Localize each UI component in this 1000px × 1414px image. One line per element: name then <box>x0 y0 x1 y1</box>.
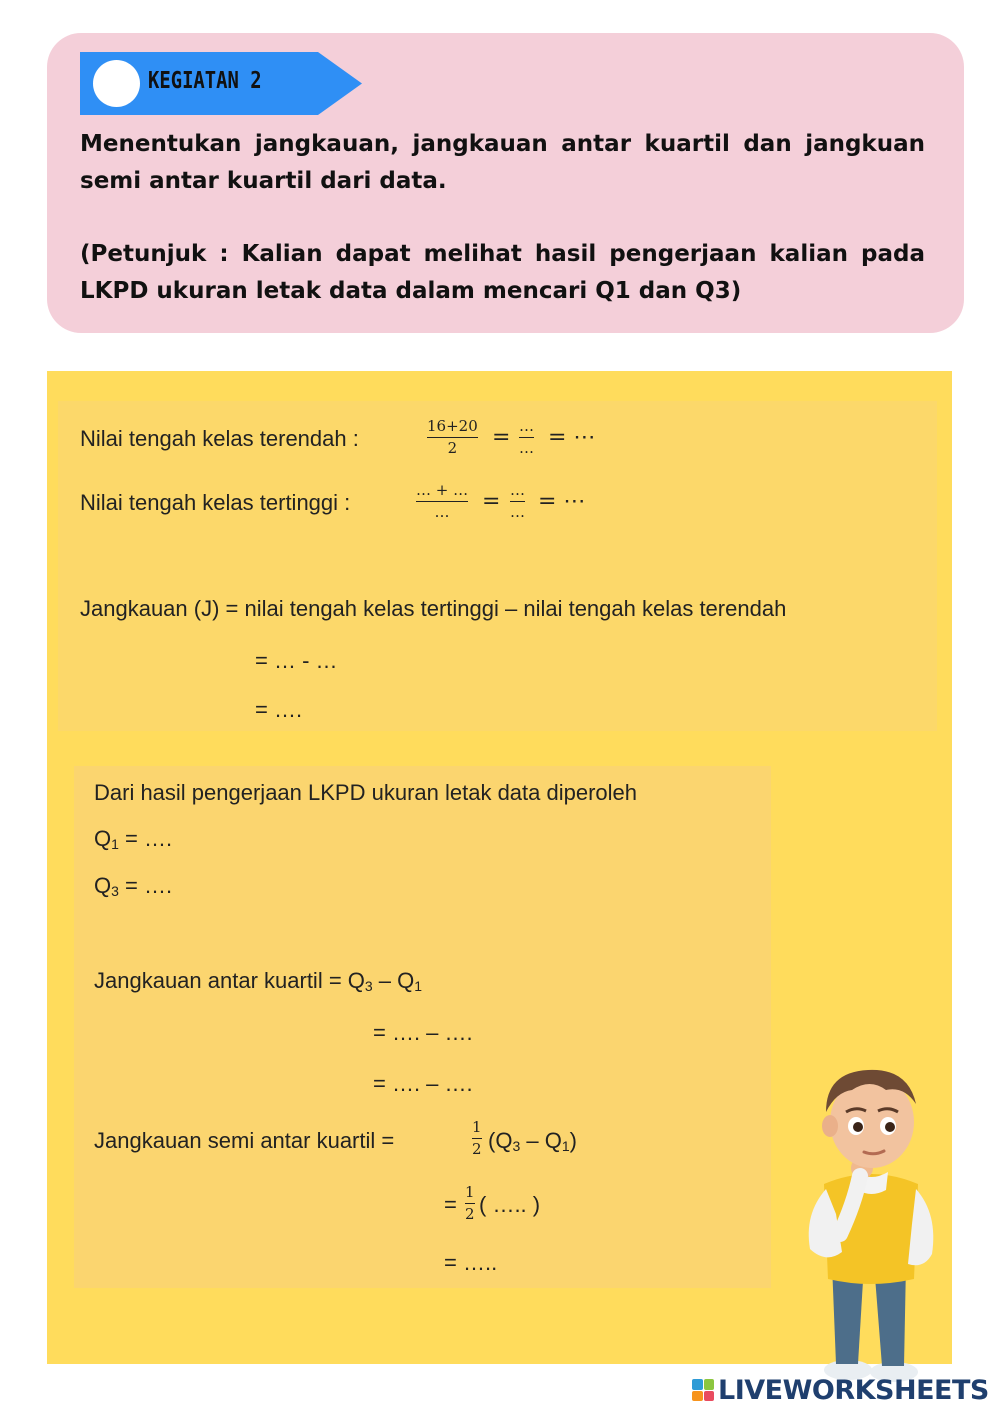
lowest-equals: = <box>492 425 511 450</box>
highest-fraction-denominator: … <box>434 503 450 522</box>
liveworksheets-logo-icon <box>692 1379 714 1401</box>
banner-circle-icon <box>93 60 140 107</box>
highest-equals: = <box>482 489 501 514</box>
semi-iqr-label: Jangkauan semi antar kuartil = <box>94 1128 395 1153</box>
semi-half-fraction: 1 2 <box>472 1118 482 1159</box>
lowest-blank-numerator: … <box>519 417 534 435</box>
semi-step-1-equals: = <box>444 1192 457 1217</box>
lowest-fraction-denominator: 2 <box>447 439 458 458</box>
lowest-fraction-numerator: 16+20 <box>427 417 478 435</box>
liveworksheets-logo <box>692 1374 989 1406</box>
activity-hint: (Petunjuk : Kalian dapat melihat hasil pengerjaan kalian pada LKPD ukuran letak data dalam mencari Q1 dan Q3) <box>80 241 925 304</box>
iqr-formula: Jangkauan antar kuartil = $Q_3 - Q_1$ <box>94 968 423 994</box>
lowest-blank-denominator: … <box>519 439 534 458</box>
q1-line: $Q_1$ = …. <box>94 826 173 852</box>
semi-step-1-answer[interactable]: ( ….. ) <box>479 1192 541 1217</box>
iqr-step-2[interactable]: = …. – …. <box>373 1071 473 1096</box>
lowest-blank-fraction[interactable] <box>519 418 534 457</box>
iqr-step-1[interactable]: = …. – …. <box>373 1020 473 1045</box>
activity-badge: KEGIATAN 2 <box>148 68 262 94</box>
q1-answer[interactable]: = …. <box>118 826 173 851</box>
semi-step-2[interactable]: = ….. <box>444 1250 498 1275</box>
highest-class-label: Nilai tengah kelas tertinggi : <box>80 490 351 515</box>
quartile-intro: Dari hasil pengerjaan LKPD ukuran letak data diperoleh <box>94 780 638 805</box>
semi-iqr-formula: $(Q_3 - Q_1)$ <box>488 1128 577 1154</box>
activity-objective: Menentukan jangkauan, jangkauan antar kuartil dan jangkuan semi antar kuartil dari data. <box>80 131 925 194</box>
activity-banner <box>80 52 362 115</box>
q3-line: $Q_3$ = …. <box>94 873 173 899</box>
highest-fraction[interactable] <box>416 482 468 521</box>
range-step-2[interactable]: = …. <box>255 697 303 722</box>
lowest-result[interactable]: = ⋯ <box>548 425 596 450</box>
highest-fraction-numerator: … + … <box>416 481 469 499</box>
thinking-boy-illustration <box>796 1064 946 1384</box>
liveworksheets-logo-text: LIVEWORKSHEETS <box>718 1374 989 1406</box>
semi-step-1-fraction: 1 2 <box>465 1183 475 1224</box>
lowest-class-label: Nilai tengah kelas terendah : <box>80 426 359 451</box>
highest-blank-denominator: … <box>510 503 525 522</box>
highest-blank-numerator: … <box>510 481 525 499</box>
q3-answer[interactable]: = …. <box>118 873 173 898</box>
range-formula: Jangkauan (J) = nilai tengah kelas tertinggi – nilai tengah kelas terendah <box>80 596 787 621</box>
highest-result[interactable]: = ⋯ <box>538 489 586 514</box>
lowest-fraction <box>427 418 478 457</box>
highest-blank-fraction[interactable] <box>510 482 525 521</box>
range-step-1[interactable]: = … - … <box>255 648 338 673</box>
